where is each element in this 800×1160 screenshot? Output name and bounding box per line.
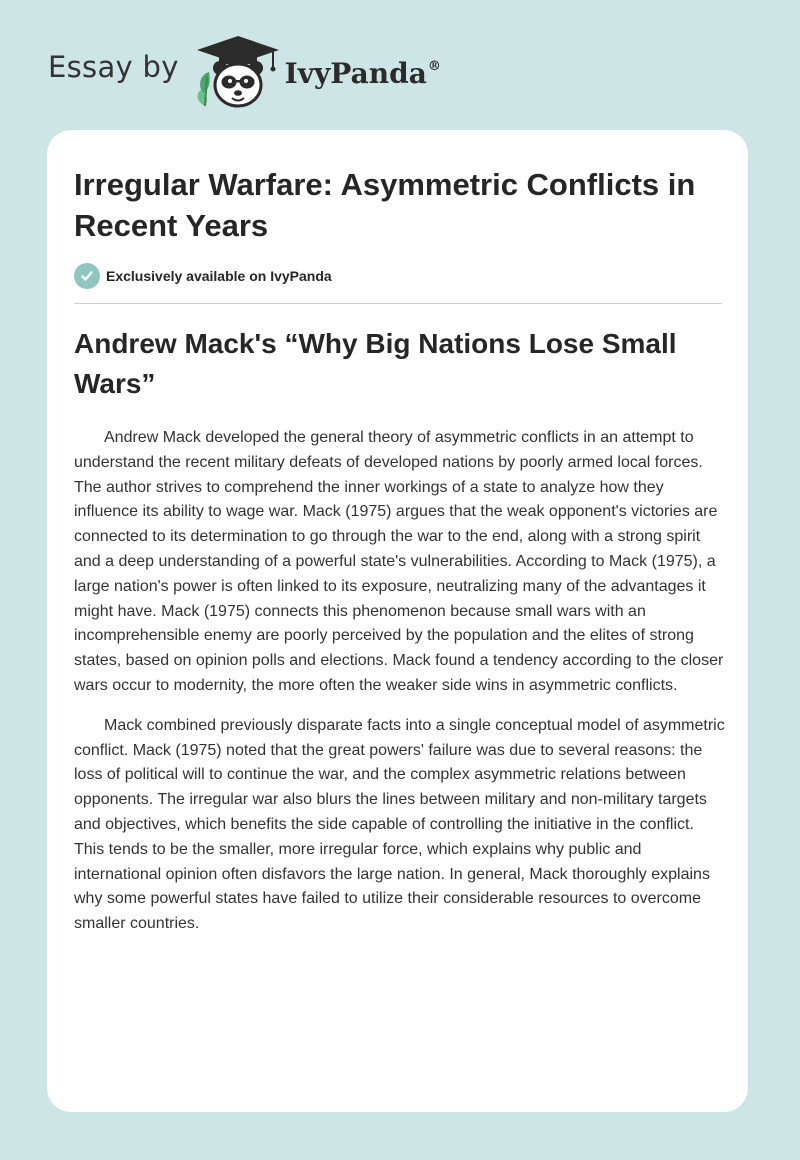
site-header [48,34,441,110]
title-divider [74,303,722,304]
section-heading: Andrew Mack's “Why Big Nations Lose Small Wars” [74,328,677,399]
essay-by-label: Essay by [48,50,179,84]
essay-body [74,426,725,952]
check-circle-icon [74,263,100,289]
essay-title: Irregular Warfare: Asymmetric Conflicts in Recent Years [74,167,696,243]
brand-name[interactable]: IvyPanda® [284,56,441,90]
body-paragraph: Andrew Mack developed the general theory of asymmetric conflicts in an attempt to understand the recent military defeats of developed nations by poorly armed local forces. The author strives to comprehend the inner workings of a state to analyze how they influence its ability to wage war. Mack (1975) argues that the weak opponent's victories are connected to its determination to go through the war to the end, along with a strong spirit and a deep understanding of a powerful state's vulnerabilities. According to Mack (1975), a large nation's power is often linked to its exposure, neutralizing many of the advantages it might have. Mack (1975) connects this phenomenon because small wars with an incomprehensible enemy are poorly perceived by the population and the elites of strong states, based on opinion polls and elections. Mack found a tendency according to the closer wars occur to modernity, the more often the weaker side wins in asymmetric conflicts. [74,429,724,694]
registered-mark: ® [427,58,441,74]
essay-card [47,130,748,1112]
panda-graduation-cap-logo-icon[interactable] [193,34,283,110]
body-paragraph: Mack combined previously disparate facts into a single conceptual model of asymmetric conflict. Mack (1975) noted that the great powers' failure was due to several reasons: the loss of political will to continue the war, and the complex asymmetric relations between opponents. The irregular war also blurs the lines between military and non-military targets and objectives, which benefits the side capable of controlling the initiative in the conflict. This tends to be the smaller, more irregular force, which explains why public and international opinion often disfavors the large nation. In general, Mack thoroughly explains why some powerful states have failed to utilize their considerable resources to overcome smaller countries. [74,716,725,933]
exclusive-badge-label: Exclusively available on IvyPanda [106,268,332,284]
exclusive-badge [74,263,332,289]
